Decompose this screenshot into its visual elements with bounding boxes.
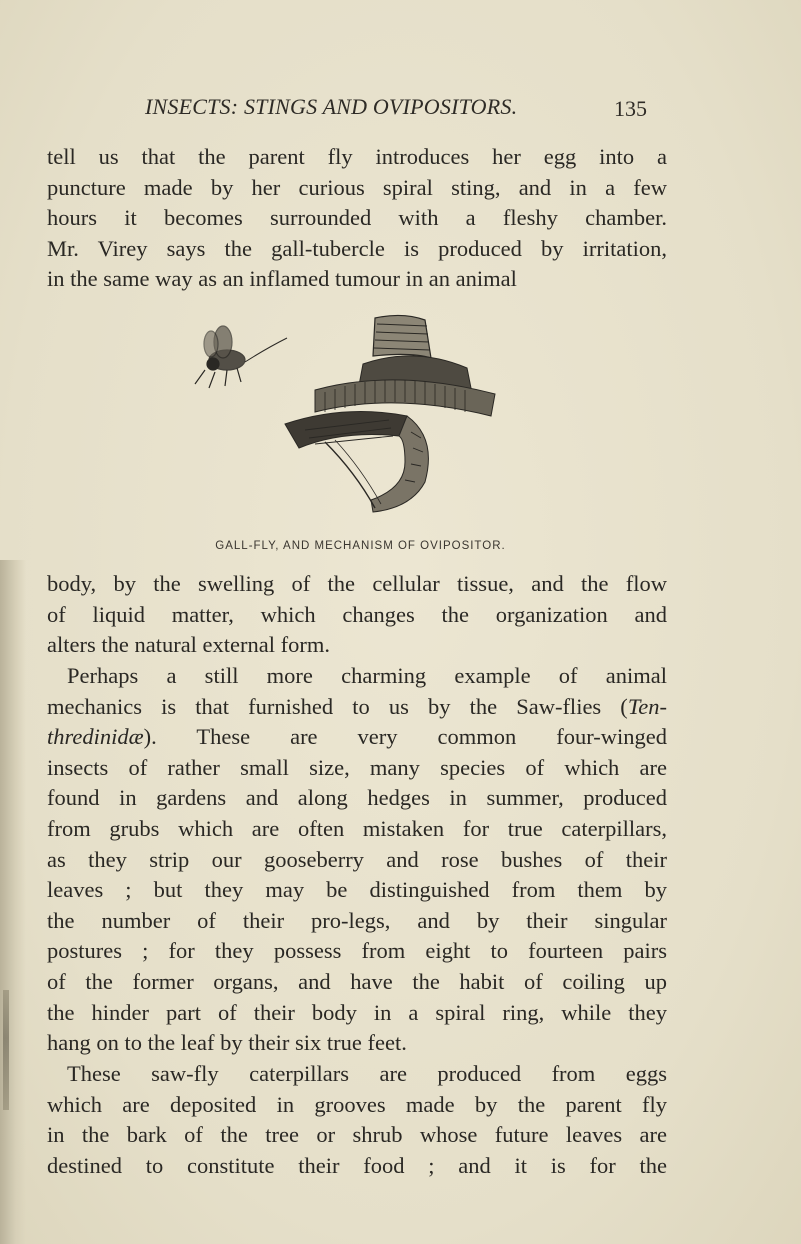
text-line: Perhaps a still more charming example of animal [67, 663, 667, 688]
page-number: 135 [614, 96, 647, 121]
text-line: as they strip our gooseberry and rose bushes of their [47, 846, 667, 872]
text-line: These saw-fly caterpillars are produced from eggs [67, 1061, 667, 1086]
text-line: found in gardens and along hedges in summer, produced [47, 785, 667, 811]
text-line: the hinder part of their body in a spiral ring, while they [47, 999, 667, 1025]
text-line: tell us that the parent fly introduces her egg into a [47, 144, 667, 169]
paragraph-continued [47, 569, 667, 661]
text-line [47, 692, 667, 723]
figure-caption [0, 540, 801, 552]
text-line: hang on to the leaf by their six true feet. [47, 1030, 407, 1056]
text-line: of liquid matter, which changes the organization and [47, 601, 667, 627]
text-run: mechanics is that furnished to us by the Saw-flies ( [47, 693, 628, 719]
text-line: puncture made by her curious spiral sting, and in a few [47, 174, 667, 200]
paragraph-sawflies [47, 661, 667, 1059]
ovipositor-mechanism-drawing [285, 315, 495, 512]
text-line: body, by the swelling of the cellular tissue, and the flow [47, 571, 667, 596]
text-line: destined to constitute their food ; and it is for the [47, 1152, 667, 1178]
text-line: insects of rather small size, many species of which are [47, 754, 667, 780]
text-line: from grubs which are often mistaken for true caterpillars, [47, 815, 667, 841]
italic-term: Ten- [627, 693, 667, 719]
text-line: hours it becomes surrounded with a fleshy chamber. [47, 205, 667, 231]
gall-fly-drawing [195, 326, 287, 388]
binding-mark [3, 990, 9, 1110]
gall-fly-illustration [175, 312, 515, 522]
paragraph-eggs [47, 1059, 667, 1181]
text-line: in the bark of the tree or shrub whose future leaves are [47, 1122, 667, 1148]
page-gutter-shadow [0, 560, 26, 1244]
paragraph-top [47, 142, 667, 295]
text-line: Mr. Virey says the gall-tubercle is produced by irritation, [47, 235, 667, 261]
figure-caption-text: GALL-FLY, AND MECHANISM OF OVIPOSITOR. [215, 540, 506, 552]
text-line: the number of their pro-legs, and by their singular [47, 907, 667, 933]
text-line: in the same way as an inflamed tumour in an animal [47, 266, 517, 292]
text-line: which are deposited in grooves made by the parent fly [47, 1091, 667, 1117]
text-line: postures ; for they possess from eight to fourteen pairs [47, 938, 667, 964]
text-run: ). These are very common four-winged [143, 724, 667, 750]
running-title: INSECTS: STINGS AND OVIPOSITORS. [145, 94, 518, 119]
text-line [47, 722, 667, 753]
text-line: alters the natural external form. [47, 632, 330, 658]
text-line: leaves ; but they may be distinguished from them by [47, 877, 667, 903]
italic-term: thredinidæ [47, 724, 144, 750]
text-line: of the former organs, and have the habit of coiling up [47, 968, 667, 994]
